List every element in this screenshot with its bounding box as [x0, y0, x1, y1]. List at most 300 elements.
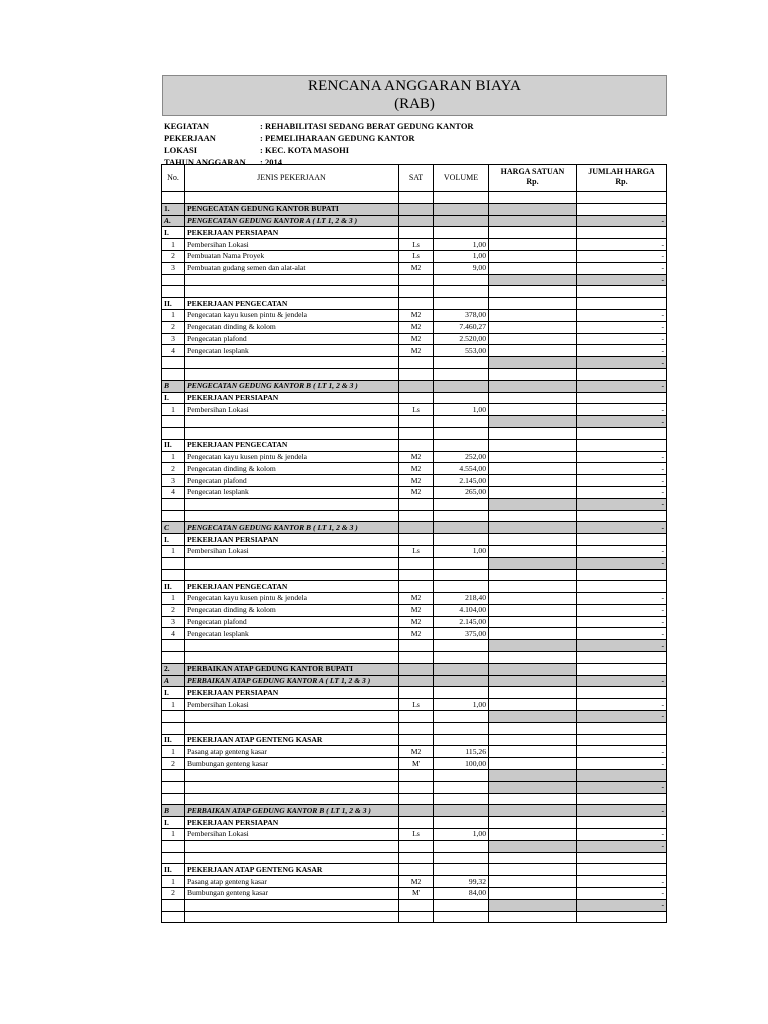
category-number: II. [162, 864, 185, 876]
cell-harga [489, 711, 577, 723]
item-number: 3 [162, 475, 185, 487]
cell-no [162, 840, 185, 852]
cell-sat [399, 357, 434, 369]
cell-jenis [185, 840, 399, 852]
item-description: Bumbungan genteng kasar [185, 888, 399, 900]
meta-row [164, 120, 474, 132]
table-row [162, 451, 667, 463]
rab-table [161, 164, 667, 923]
work-category-row [162, 581, 667, 593]
cell-sat [399, 274, 434, 286]
item-volume: 4.104,00 [434, 604, 489, 616]
blank-row [162, 569, 667, 581]
category-number: I. [162, 687, 185, 699]
item-unit: M2 [399, 628, 434, 640]
cell-jumlah [577, 911, 667, 923]
cell-harga [489, 298, 577, 310]
cell-jenis [185, 793, 399, 805]
cell-no [162, 852, 185, 864]
item-jumlah-harga: - [577, 262, 667, 274]
cell-sat [399, 368, 434, 380]
cell-jenis [185, 911, 399, 923]
cell-volume [434, 805, 489, 817]
cell-harga [489, 734, 577, 746]
item-jumlah-harga: - [577, 746, 667, 758]
item-harga-satuan [489, 475, 577, 487]
item-jumlah-harga: - [577, 758, 667, 770]
item-harga-satuan [489, 463, 577, 475]
cell-volume [434, 770, 489, 782]
category-number: II. [162, 734, 185, 746]
item-volume: 1,00 [434, 404, 489, 416]
item-volume: 9,00 [434, 262, 489, 274]
cell-harga [489, 192, 577, 204]
cell-jumlah [577, 687, 667, 699]
cell-harga [489, 227, 577, 239]
col-sat-header: SAT [399, 165, 434, 192]
meta-value: : KEC. KOTA MASOHI [260, 145, 350, 155]
category-title: PEKERJAAN PENGECATAN [185, 298, 399, 310]
cell-volume [434, 663, 489, 675]
table-row [162, 758, 667, 770]
cell-no [162, 770, 185, 782]
subtotal-value: - [577, 840, 667, 852]
col-harga-satuan-header [489, 165, 577, 192]
cell-volume [434, 203, 489, 215]
cell-volume [434, 510, 489, 522]
cell-volume [434, 380, 489, 392]
cell-volume [434, 427, 489, 439]
work-category-row [162, 392, 667, 404]
subtotal-value: - [577, 640, 667, 652]
cell-sat [399, 569, 434, 581]
cell-sat [399, 805, 434, 817]
item-jumlah-harga: - [577, 876, 667, 888]
meta-value: : 2014 [260, 157, 282, 167]
item-description: Pembersihan Lokasi [185, 239, 399, 251]
cell-sat [399, 427, 434, 439]
item-description: Pasang atap genteng kasar [185, 746, 399, 758]
col-no-header: No. [162, 165, 185, 192]
cell-harga [489, 722, 577, 734]
item-volume: 2.520,00 [434, 333, 489, 345]
table-row [162, 746, 667, 758]
item-description: Pengecatan lesplank [185, 628, 399, 640]
cell-sat [399, 392, 434, 404]
cell-jenis [185, 427, 399, 439]
item-harga-satuan [489, 250, 577, 262]
cell-jumlah [577, 817, 667, 829]
cell-no [162, 711, 185, 723]
subtotal-row [162, 640, 667, 652]
item-volume: 7.460,27 [434, 321, 489, 333]
cell-harga [489, 274, 577, 286]
item-number: 1 [162, 593, 185, 605]
meta-row [164, 144, 474, 156]
group-letter: B [162, 380, 185, 392]
category-title: PEKERJAAN PERSIAPAN [185, 227, 399, 239]
cell-sat [399, 840, 434, 852]
item-jumlah-harga: - [577, 463, 667, 475]
work-category-row [162, 227, 667, 239]
cell-sat [399, 640, 434, 652]
cell-jenis [185, 274, 399, 286]
item-volume: 553,00 [434, 345, 489, 357]
work-category-row [162, 687, 667, 699]
document-title [162, 75, 667, 116]
cell-sat [399, 852, 434, 864]
cell-jenis [185, 899, 399, 911]
item-jumlah-harga: - [577, 829, 667, 841]
cell-volume [434, 522, 489, 534]
table-row [162, 321, 667, 333]
item-volume: 375,00 [434, 628, 489, 640]
table-row [162, 829, 667, 841]
cell-jenis [185, 852, 399, 864]
cell-volume [434, 852, 489, 864]
cell-jumlah [577, 427, 667, 439]
category-title: PEKERJAAN ATAP GENTENG KASAR [185, 734, 399, 746]
work-category-row [162, 864, 667, 876]
item-volume: 2.145,00 [434, 475, 489, 487]
item-description: Pengecatan plafond [185, 475, 399, 487]
cell-harga [489, 640, 577, 652]
cell-volume [434, 227, 489, 239]
item-description: Pembuatan Nama Proyek [185, 250, 399, 262]
meta-label: LOKASI [164, 145, 198, 155]
category-title: PEKERJAAN PERSIAPAN [185, 534, 399, 546]
item-harga-satuan [489, 404, 577, 416]
item-harga-satuan [489, 593, 577, 605]
item-description: Pembersihan Lokasi [185, 404, 399, 416]
item-unit: M2 [399, 321, 434, 333]
cell-volume [434, 652, 489, 664]
item-number: 1 [162, 699, 185, 711]
cell-jenis [185, 770, 399, 782]
cell-jumlah [577, 581, 667, 593]
cell-sat [399, 286, 434, 298]
cell-sat [399, 675, 434, 687]
cell-jenis [185, 510, 399, 522]
meta-row [164, 132, 474, 144]
cell-harga [489, 770, 577, 782]
cell-harga [489, 675, 577, 687]
cell-sat [399, 652, 434, 664]
group-row [162, 675, 667, 687]
item-volume: 1,00 [434, 250, 489, 262]
item-jumlah-harga: - [577, 593, 667, 605]
cell-no [162, 498, 185, 510]
cell-jenis [185, 569, 399, 581]
item-harga-satuan [489, 699, 577, 711]
cell-sat [399, 192, 434, 204]
table-row [162, 545, 667, 557]
cell-volume [434, 675, 489, 687]
item-volume: 84,00 [434, 888, 489, 900]
blank-row [162, 911, 667, 923]
item-number: 3 [162, 616, 185, 628]
table-row [162, 239, 667, 251]
cell-jenis [185, 368, 399, 380]
item-volume: 99,32 [434, 876, 489, 888]
subtotal-row [162, 274, 667, 286]
item-jumlah-harga: - [577, 321, 667, 333]
subtotal-row [162, 770, 667, 782]
cell-jumlah [577, 734, 667, 746]
cell-harga [489, 805, 577, 817]
item-unit: Ls [399, 239, 434, 251]
cell-jenis [185, 781, 399, 793]
cell-harga [489, 380, 577, 392]
item-volume: 100,00 [434, 758, 489, 770]
section-row [162, 663, 667, 675]
item-unit: M2 [399, 746, 434, 758]
item-unit: M2 [399, 616, 434, 628]
item-number: 1 [162, 829, 185, 841]
item-volume: 2.145,00 [434, 616, 489, 628]
cell-harga [489, 534, 577, 546]
cell-sat [399, 770, 434, 782]
cell-no [162, 899, 185, 911]
cell-jumlah [577, 368, 667, 380]
cell-jenis [185, 722, 399, 734]
cell-harga [489, 392, 577, 404]
item-unit: M2 [399, 345, 434, 357]
section-number: 2. [162, 663, 185, 675]
item-harga-satuan [489, 309, 577, 321]
category-number: II. [162, 439, 185, 451]
item-harga-satuan [489, 628, 577, 640]
item-unit: Ls [399, 404, 434, 416]
group-row [162, 215, 667, 227]
category-title: PEKERJAAN ATAP GENTENG KASAR [185, 864, 399, 876]
group-total: - [577, 675, 667, 687]
cell-harga [489, 911, 577, 923]
col-volume-header: VOLUME [434, 165, 489, 192]
item-description: Pengecatan lesplank [185, 486, 399, 498]
col-jumlah-harga-header [577, 165, 667, 192]
blank-row [162, 793, 667, 805]
item-unit: M2 [399, 262, 434, 274]
item-number: 2 [162, 604, 185, 616]
cell-volume [434, 439, 489, 451]
item-harga-satuan [489, 888, 577, 900]
cell-volume [434, 734, 489, 746]
blank-row [162, 852, 667, 864]
cell-volume [434, 581, 489, 593]
group-letter: B [162, 805, 185, 817]
item-description: Pengecatan plafond [185, 616, 399, 628]
group-title: PENGECATAN GEDUNG KANTOR B ( LT 1, 2 & 3 ) [185, 522, 399, 534]
item-number: 1 [162, 451, 185, 463]
category-number: I. [162, 817, 185, 829]
group-title: PERBAIKAN ATAP GEDUNG KANTOR B ( LT 1, 2 & 3 ) [185, 805, 399, 817]
subtotal-row [162, 357, 667, 369]
category-number: I. [162, 392, 185, 404]
item-jumlah-harga: - [577, 888, 667, 900]
cell-sat [399, 522, 434, 534]
cell-sat [399, 687, 434, 699]
work-category-row [162, 734, 667, 746]
cell-sat [399, 864, 434, 876]
group-total: - [577, 522, 667, 534]
cell-no [162, 357, 185, 369]
item-number: 3 [162, 333, 185, 345]
cell-no [162, 416, 185, 428]
cell-sat [399, 380, 434, 392]
title-line-1: RENCANA ANGGARAN BIAYA [307, 78, 522, 94]
blank-row [162, 722, 667, 734]
cell-jumlah [577, 298, 667, 310]
category-number: II. [162, 298, 185, 310]
table-row [162, 628, 667, 640]
category-title: PEKERJAAN PERSIAPAN [185, 817, 399, 829]
meta-label: KEGIATAN [164, 121, 210, 131]
section-title: PERBAIKAN ATAP GEDUNG KANTOR BUPATI [185, 663, 399, 675]
item-description: Pengecatan dinding & kolom [185, 321, 399, 333]
cell-harga [489, 427, 577, 439]
cell-volume [434, 357, 489, 369]
item-volume: 378,00 [434, 309, 489, 321]
cell-harga [489, 663, 577, 675]
subtotal-row [162, 840, 667, 852]
cell-jumlah [577, 652, 667, 664]
item-volume: 1,00 [434, 829, 489, 841]
item-description: Pengecatan kayu kusen pintu & jendela [185, 451, 399, 463]
item-volume: 1,00 [434, 545, 489, 557]
item-harga-satuan [489, 451, 577, 463]
cell-volume [434, 534, 489, 546]
group-letter: C [162, 522, 185, 534]
cell-jenis [185, 640, 399, 652]
harga-satuan-label: HARGA SATUAN [500, 167, 565, 176]
cell-sat [399, 781, 434, 793]
blank-row [162, 652, 667, 664]
group-title: PENGECATAN GEDUNG KANTOR A ( LT 1, 2 & 3 ) [185, 215, 399, 227]
table-row [162, 309, 667, 321]
blank-row [162, 286, 667, 298]
cell-sat [399, 498, 434, 510]
cell-sat [399, 298, 434, 310]
item-unit: M' [399, 888, 434, 900]
cell-harga [489, 286, 577, 298]
item-number: 3 [162, 262, 185, 274]
item-harga-satuan [489, 746, 577, 758]
cell-jumlah [577, 286, 667, 298]
cell-volume [434, 711, 489, 723]
cell-harga [489, 215, 577, 227]
category-title: PEKERJAAN PENGECATAN [185, 581, 399, 593]
cell-sat [399, 711, 434, 723]
subtotal-value: - [577, 899, 667, 911]
cell-no [162, 368, 185, 380]
cell-jenis [185, 416, 399, 428]
table-row [162, 463, 667, 475]
cell-harga [489, 852, 577, 864]
cell-jenis [185, 286, 399, 298]
item-description: Pengecatan kayu kusen pintu & jendela [185, 593, 399, 605]
work-category-row [162, 817, 667, 829]
cell-volume [434, 215, 489, 227]
cell-harga [489, 510, 577, 522]
cell-volume [434, 817, 489, 829]
cell-volume [434, 286, 489, 298]
item-description: Pembersihan Lokasi [185, 545, 399, 557]
cell-no [162, 557, 185, 569]
cell-sat [399, 227, 434, 239]
cell-no [162, 781, 185, 793]
cell-harga [489, 652, 577, 664]
group-row [162, 805, 667, 817]
item-number: 1 [162, 876, 185, 888]
subtotal-row [162, 557, 667, 569]
item-jumlah-harga: - [577, 475, 667, 487]
cell-jumlah [577, 663, 667, 675]
item-unit: M2 [399, 593, 434, 605]
cell-volume [434, 793, 489, 805]
cell-harga [489, 687, 577, 699]
cell-harga [489, 416, 577, 428]
item-harga-satuan [489, 829, 577, 841]
item-jumlah-harga: - [577, 486, 667, 498]
meta-value: : REHABILITASI SEDANG BERAT GEDUNG KANTOR [260, 121, 474, 131]
item-number: 2 [162, 758, 185, 770]
cell-sat [399, 793, 434, 805]
cell-volume [434, 911, 489, 923]
item-harga-satuan [489, 758, 577, 770]
cell-volume [434, 192, 489, 204]
cell-no [162, 192, 185, 204]
table-row [162, 486, 667, 498]
cell-jenis [185, 357, 399, 369]
cell-jumlah [577, 534, 667, 546]
table-row [162, 616, 667, 628]
cell-volume [434, 640, 489, 652]
category-number: I. [162, 227, 185, 239]
item-jumlah-harga: - [577, 309, 667, 321]
category-number: II. [162, 581, 185, 593]
item-description: Pengecatan lesplank [185, 345, 399, 357]
cell-no [162, 652, 185, 664]
cell-sat [399, 899, 434, 911]
cell-no [162, 569, 185, 581]
blank-row [162, 368, 667, 380]
cell-harga [489, 439, 577, 451]
subtotal-row [162, 781, 667, 793]
item-jumlah-harga: - [577, 239, 667, 251]
item-harga-satuan [489, 262, 577, 274]
cell-harga [489, 817, 577, 829]
item-number: 2 [162, 321, 185, 333]
group-row [162, 522, 667, 534]
item-unit: M' [399, 758, 434, 770]
item-harga-satuan [489, 604, 577, 616]
col-jenis-header: JENIS PEKERJAAN [185, 165, 399, 192]
item-harga-satuan [489, 345, 577, 357]
cell-jumlah [577, 864, 667, 876]
table-row [162, 699, 667, 711]
cell-harga [489, 781, 577, 793]
cell-no [162, 274, 185, 286]
item-harga-satuan [489, 486, 577, 498]
item-volume: 1,00 [434, 699, 489, 711]
cell-harga [489, 581, 577, 593]
item-unit: M2 [399, 876, 434, 888]
cell-volume [434, 298, 489, 310]
table-row [162, 593, 667, 605]
table-row [162, 604, 667, 616]
cell-sat [399, 416, 434, 428]
